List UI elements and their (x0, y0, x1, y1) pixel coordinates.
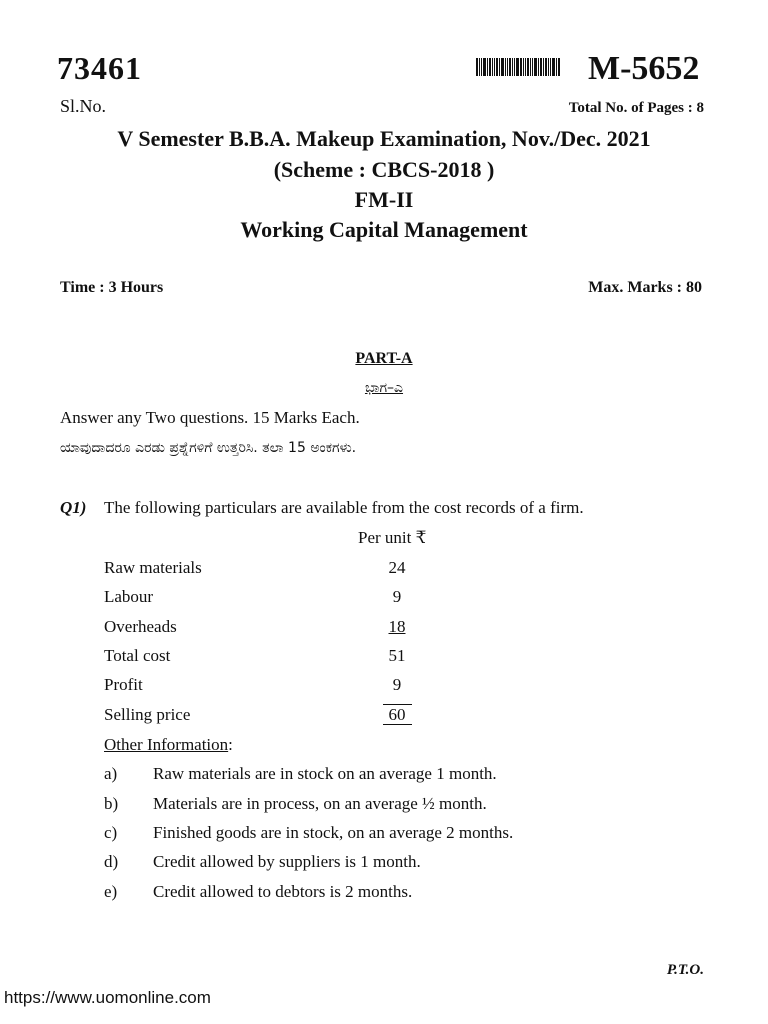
cost-row-label: Labour (104, 587, 154, 606)
cost-row-label: Raw materials (104, 558, 202, 577)
other-information-colon: : (228, 735, 233, 754)
part-heading-text: PART-A (355, 350, 413, 367)
item-letter: d) (104, 852, 119, 871)
cost-row-label: Selling price (104, 705, 191, 724)
cost-row-label: Profit (104, 675, 143, 694)
item-text: Materials are in process, on an average ½ month. (153, 794, 487, 813)
cost-row-value: 51 (388, 646, 406, 665)
question-number: Q1) (60, 498, 87, 517)
cost-row-value (372, 705, 422, 725)
cost-row-label: Overheads (104, 617, 177, 636)
register-number: 73461 (57, 50, 142, 86)
item-letter: e) (104, 882, 118, 901)
column-header: Per unit ₹ (358, 528, 427, 547)
other-information-text: Other Information (104, 735, 229, 754)
paper-code: M-5652 (588, 50, 700, 87)
cost-row-value: 9 (392, 587, 402, 606)
item-letter: b) (104, 794, 119, 813)
max-marks: Max. Marks : 80 (588, 279, 702, 296)
footer-url[interactable]: https://www.uomonline.com (4, 988, 211, 1007)
exam-time: Time : 3 Hours (60, 279, 164, 296)
part-heading-kannada-text: ಭಾಗ–ಎ (364, 380, 404, 396)
page-turn-over: P.T.O. (666, 962, 704, 978)
item-letter: a) (104, 764, 118, 783)
exam-subject-name: Working Capital Management (240, 217, 528, 242)
item-text: Finished goods are in stock, on an average 2 months. (153, 823, 514, 842)
item-text: Credit allowed to debtors is 2 months. (153, 882, 413, 901)
instruction-english: Answer any Two questions. 15 Marks Each. (60, 408, 360, 427)
question-text: The following particulars are available from the cost records of a firm. (104, 498, 584, 517)
cost-row-value-text: 18 (388, 617, 406, 636)
other-information-heading (104, 735, 233, 755)
cost-row-value: 24 (388, 558, 406, 577)
total-pages: Total No. of Pages : 8 (568, 100, 704, 116)
exam-subject-code: FM-II (354, 187, 414, 212)
cost-row-label: Total cost (104, 646, 171, 665)
item-text: Raw materials are in stock on an average 1 month. (153, 764, 497, 783)
exam-title: V Semester B.B.A. Makeup Examination, Nov./Dec. 2021 (117, 126, 651, 151)
barcode (476, 58, 571, 76)
cost-row-value (372, 617, 422, 637)
instruction-kannada: ಯಾವುದಾದರೂ ಎರಡು ಪ್ರಶ್ನೆಗಳಿಗೆ ಉತ್ತರಿಸಿ. ತಲಾ 15 ಅಂಕಗಳು. (60, 440, 357, 456)
item-text: Credit allowed by suppliers is 1 month. (153, 852, 421, 871)
cost-row-value: 9 (392, 675, 402, 694)
item-letter: c) (104, 823, 118, 842)
cost-row-value-text: 60 (383, 704, 412, 725)
exam-scheme: (Scheme : CBCS-2018 ) (273, 157, 495, 182)
serial-number-label: Sl.No. (60, 96, 107, 116)
part-heading (0, 350, 768, 368)
part-heading-kannada (0, 380, 768, 396)
